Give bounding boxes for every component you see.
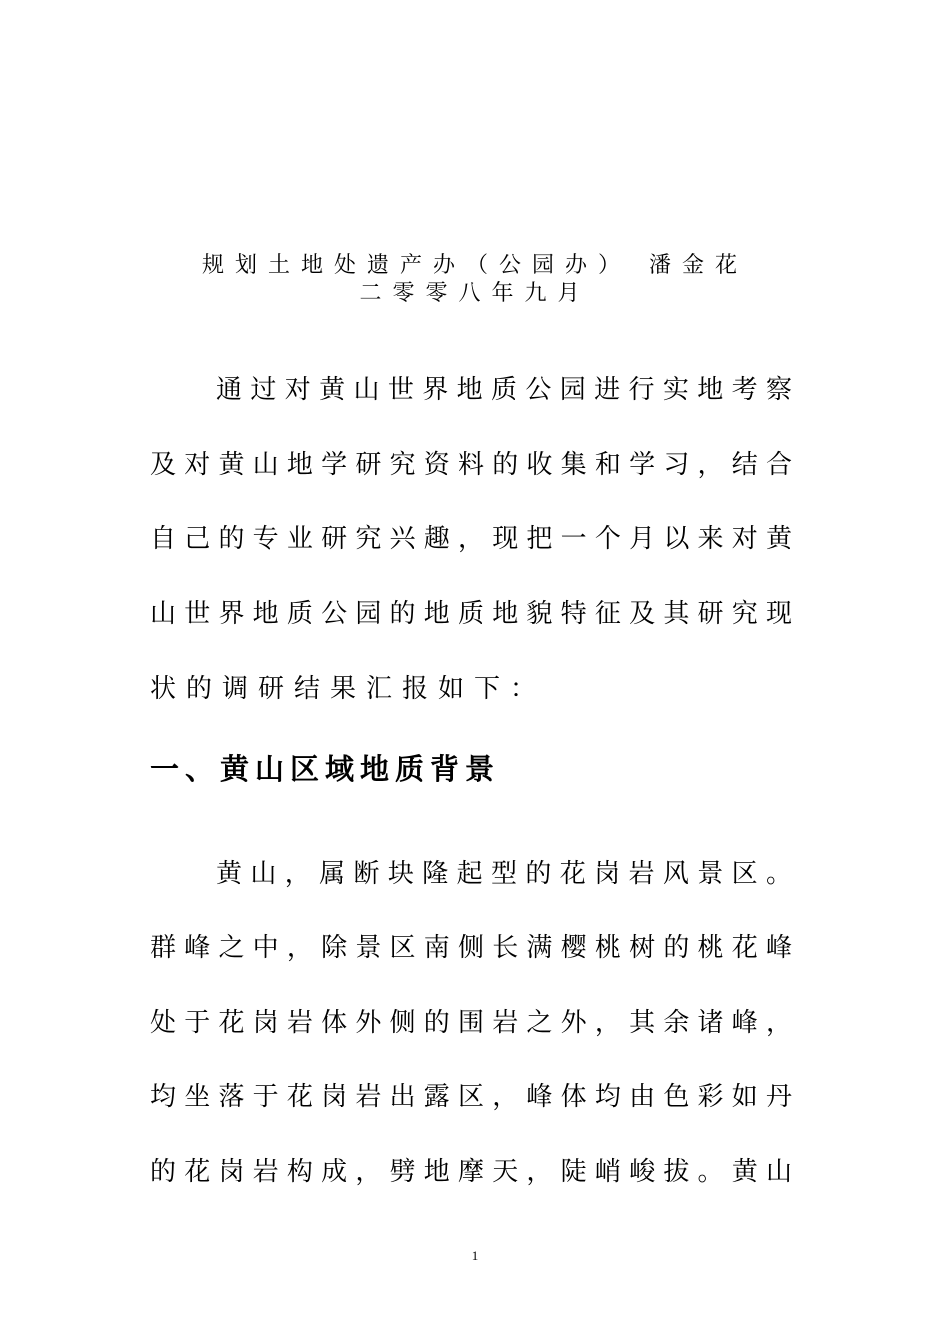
- paragraph-line: 通过对黄山世界地质公园进行实地考察: [216, 375, 794, 405]
- paragraph-line: 群峰之中，除景区南侧长满樱桃树的桃花峰: [150, 933, 794, 963]
- section-heading: 一、黄山区域地质背景: [150, 752, 501, 786]
- paragraph-line: 自己的专业研究兴趣，现把一个月以来对黄: [150, 524, 794, 554]
- paragraph-line: 的花岗岩构成，劈地摩天，陡峭峻拔。黄山: [150, 1157, 794, 1187]
- paragraph-line: 黄山，属断块隆起型的花岗岩风景区。: [216, 859, 794, 889]
- paragraph-line: 山世界地质公园的地质地貌特征及其研究现: [150, 599, 794, 629]
- paragraph-line: 处于花岗岩体外侧的围岩之外，其余诸峰，: [150, 1008, 794, 1038]
- author-line: 规划土地处遗产办（公园办） 潘金花: [202, 253, 748, 278]
- page-number: 1: [471, 1248, 479, 1263]
- paragraph-line: 及对黄山地学研究资料的收集和学习，结合: [150, 450, 794, 480]
- paragraph-line: 均坐落于花岗岩出露区，峰体均由色彩如丹: [150, 1082, 794, 1112]
- paragraph-line: 状的调研结果汇报如下：: [150, 674, 547, 704]
- date-line: 二零零八年九月: [359, 281, 591, 306]
